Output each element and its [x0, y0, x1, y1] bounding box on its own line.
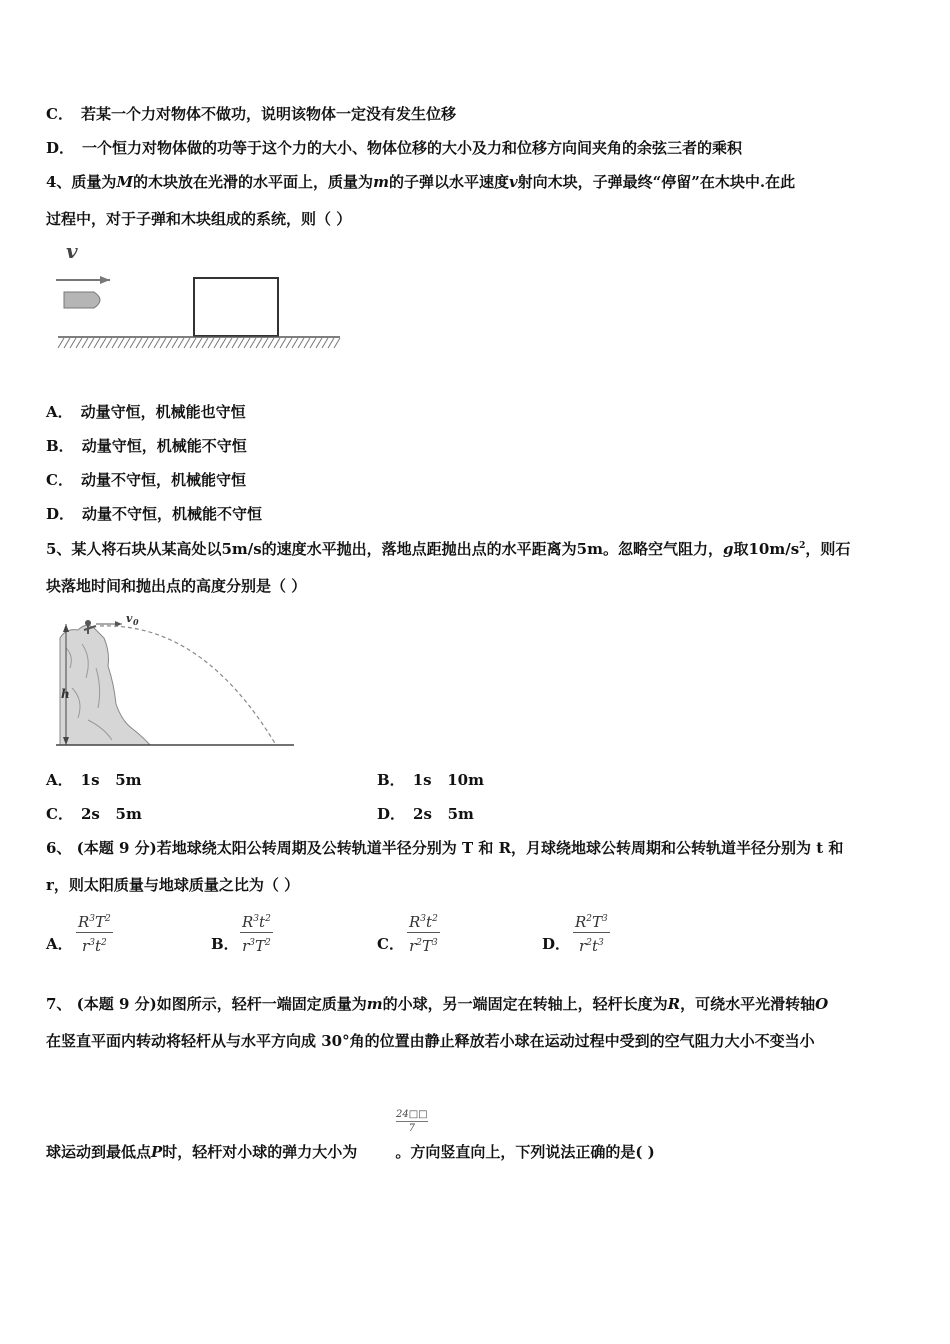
bullet-shape: [64, 292, 100, 308]
q7-var-O: O: [815, 995, 829, 1013]
numerator: $R^3t^2$: [409, 913, 438, 931]
q6-option-a-label[interactable]: A．: [46, 935, 73, 953]
q4-option-a[interactable]: [46, 401, 246, 422]
fraction-bar: [240, 932, 273, 933]
q7-stem-line2: 在竖直平面内转动将轻杆从与水平方向成 30°角的位置由静止释放若小球在运动过程中受到的空气阻力大小不变当小: [46, 1032, 815, 1050]
option-text: 动量不守恒，机械能守恒: [80, 471, 246, 489]
option-text: 1s 10m: [412, 771, 484, 789]
fraction-bar: [407, 932, 440, 933]
q4-option-c[interactable]: [46, 469, 246, 490]
fraction-bar: [573, 932, 610, 933]
q7-var-P: P: [151, 1143, 163, 1161]
q5-exponent: 2: [799, 541, 806, 551]
v0-label: v: [126, 612, 133, 625]
option-label: A．: [46, 403, 73, 421]
q6-option-b-fraction[interactable]: [240, 910, 273, 955]
q3-option-d[interactable]: [46, 137, 742, 158]
fraction-bar: [76, 932, 113, 933]
q7-var-R: R: [667, 995, 681, 1013]
q6-stem-line1: 6、 (本题 9 分)若地球绕太阳公转周期及公转轨道半径分别为 T 和 R，月球绕地球公转周期和公转轨道半径分别为 t 和: [46, 839, 844, 857]
wooden-block: [194, 278, 278, 336]
q7-stem-line1: [46, 993, 828, 1014]
denominator: $r^3t^2$: [82, 937, 107, 955]
denominator: $r^2T^3$: [409, 937, 438, 955]
q6-option-d-label[interactable]: D．: [542, 935, 571, 953]
height-arrow-top: [63, 624, 69, 632]
projectile-cliff-figure: [52, 608, 298, 750]
denominator: $r^2t^3$: [579, 937, 604, 955]
q5-text: ，则石: [805, 540, 851, 558]
q7-text: 时，轻杆对小球的弹力大小为: [162, 1143, 358, 1161]
q7-force-fraction: [396, 1109, 428, 1134]
velocity-arrowhead: [100, 276, 110, 284]
option-label: C．: [46, 805, 73, 823]
q6-option-b-label[interactable]: B．: [211, 935, 239, 953]
q5-stem-line2: 块落地时间和抛出点的高度分别是（ ）: [46, 577, 307, 595]
q5-var-g: g: [722, 540, 734, 558]
q3-option-c[interactable]: [46, 103, 456, 124]
q4-option-b[interactable]: [46, 435, 247, 456]
q4-text: 4、质量为: [46, 173, 117, 191]
bullet-block-figure: [52, 238, 344, 356]
option-text: 2s 5m: [80, 805, 142, 823]
cliff-shape: [60, 625, 150, 745]
q4-text: 的木块放在光滑的水平面上，质量为: [133, 173, 374, 191]
denominator: $r^3T^2$: [242, 937, 271, 955]
q5-option-b[interactable]: [377, 769, 484, 790]
q4-var-M: M: [116, 173, 134, 191]
q6-option-d-fraction[interactable]: [573, 910, 610, 955]
q7-stem-line3: [46, 1141, 655, 1162]
q7-var-m: m: [366, 995, 383, 1013]
numerator: $R^2T^3$: [575, 913, 608, 931]
thrower-head: [85, 620, 91, 626]
q7-text: 。方向竖直向上，下列说法正确的是( ): [395, 1143, 655, 1161]
option-label: C．: [46, 471, 73, 489]
q5-stem-line1: [46, 538, 850, 559]
q5-option-a[interactable]: [46, 769, 142, 790]
option-text: 若某一个力对物体不做功，说明该物体一定没有发生位移: [80, 105, 456, 123]
q7-text: 的小球，另一端固定在转轴上，轻杆长度为: [382, 995, 668, 1013]
q4-text: 射向木块，子弹最终“停留”在木块中.在此: [517, 173, 796, 191]
height-label: h: [61, 687, 70, 701]
q4-stem-line1: [46, 171, 795, 192]
option-label: D．: [46, 139, 75, 157]
option-text: 一个恒力对物体做的功等于这个力的大小、物体位移的大小及力和位移方向间夹角的余弦三者的乘积: [82, 139, 743, 157]
option-label: C．: [46, 105, 73, 123]
q6-option-c-label[interactable]: C．: [377, 935, 404, 953]
q6-option-c-fraction[interactable]: [407, 910, 440, 955]
fraction-numerator: 24□□: [396, 1109, 428, 1120]
q4-text: 的子弹以水平速度: [388, 173, 509, 191]
q5-text: 5、某人将石块从某高处以5m/s的速度水平抛出，落地点距抛出点的水平距离为5m。忽略空气阻力，: [46, 540, 723, 558]
v0-subscript: 0: [133, 617, 139, 627]
numerator: $R^3T^2$: [78, 913, 111, 931]
figure-velocity-label: v: [66, 239, 78, 263]
fraction-denominator: 7: [408, 1123, 415, 1134]
option-label: B．: [46, 437, 74, 455]
q5-option-c[interactable]: [46, 803, 142, 824]
option-text: 2s 5m: [413, 805, 474, 823]
option-text: 1s 5m: [80, 771, 142, 789]
q5-text: 取10m/s: [733, 540, 800, 558]
q7-text: 球运动到最低点: [46, 1143, 152, 1161]
option-text: 动量守恒，机械能也守恒: [80, 403, 246, 421]
q7-text: ，可绕水平光滑转轴: [680, 995, 816, 1013]
option-label: D．: [377, 805, 406, 823]
option-label: D．: [46, 505, 75, 523]
q6-option-a-fraction[interactable]: [76, 910, 113, 955]
option-text: 动量不守恒，机械能不守恒: [82, 505, 263, 523]
option-label: A．: [46, 771, 73, 789]
q4-var-m: m: [373, 173, 389, 191]
numerator: $R^3t^2$: [242, 913, 271, 931]
option-text: 动量守恒，机械能不守恒: [81, 437, 247, 455]
q6-stem-line2: r，则太阳质量与地球质量之比为（ ）: [46, 876, 300, 894]
q4-var-v: v: [508, 173, 518, 191]
option-label: B．: [377, 771, 405, 789]
q4-stem-line2: 过程中，对于子弹和木块组成的系统，则（ ）: [46, 210, 352, 228]
q4-option-d[interactable]: [46, 503, 262, 524]
q7-text: 7、 (本题 9 分)如图所示，轻杆一端固定质量为: [46, 995, 367, 1013]
q5-option-d[interactable]: [377, 803, 474, 824]
fraction-bar: [396, 1121, 428, 1122]
ground-hatching: [58, 338, 340, 348]
